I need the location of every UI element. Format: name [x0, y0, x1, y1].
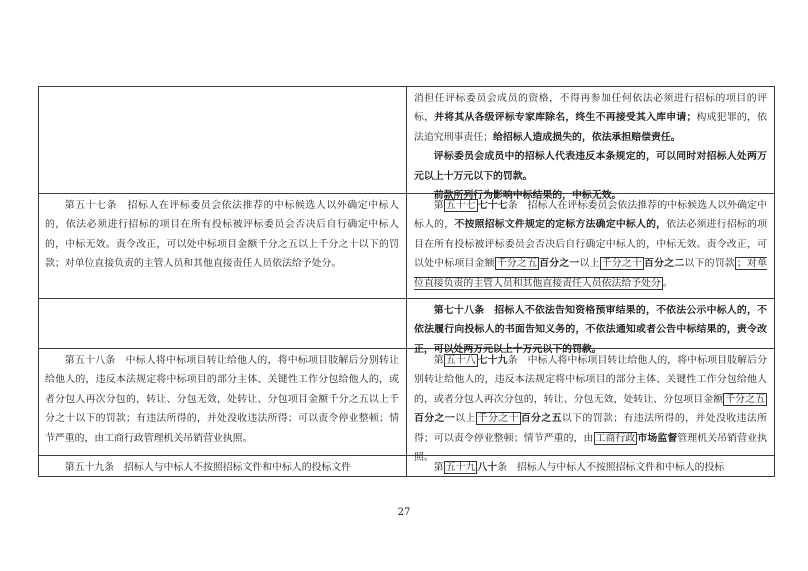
paragraph: [45, 458, 399, 476]
text-run: 构成犯罪的，依法追究刑事责任；: [414, 112, 767, 143]
inserted-text: 第七十八条 招标人不依法告知资格预审结果的，不依法公示中标人的，不依法履行向投标人的书面告知义务的，不依法通知或者公告中标结果的，责令改正，可以处两万元以上十万元以下的罚款。: [414, 305, 767, 355]
inserted-text: 给招标人造成损失的，依法承担赔偿责任。: [493, 131, 681, 143]
inserted-text: 七十九: [477, 355, 508, 366]
text-run: 管理机关吊销营业执照。: [414, 432, 767, 464]
inserted-text: 百分之二: [644, 258, 685, 270]
inserted-text: 百分之一: [414, 413, 456, 425]
paragraph: [414, 458, 767, 476]
inserted-text: 评标委员会成员中的招标人代表违反本条规定的，可以同时对招标人处两万元以上十万元以下的罚款。: [414, 151, 767, 182]
revised-text-cell: [407, 299, 774, 355]
struck-text: 五十七: [445, 200, 476, 211]
page-number: 27: [397, 507, 411, 518]
struck-text: 千分之五: [496, 258, 538, 270]
table-row: [39, 193, 774, 298]
original-text-cell: [39, 456, 407, 476]
inserted-text: 七十七: [477, 200, 508, 211]
original-text-cell: [39, 194, 407, 298]
text-run: 第五十八条 中标人将中标项目转让给他人的，将中标项目肢解后分别转让给他人的，违反本法规定将中标项目的部分主体、关键性工作分包给他人的，或者分包人再次分包的，转让、分包无效，处转让、分包项目金额千分之五以上千分之十以下的罚款；有违法所得的，并处没收违法所得；可以责令停业整顿；情节严重的，由工商行政管理机关吊销营业执照。: [45, 355, 399, 444]
inserted-text: 前款所列行为影响中标结果的，中标无效。: [433, 190, 622, 202]
text-run: 消担任评标委员会成员的资格，不得再参加任何依法必须进行招标的项目的评标，: [414, 93, 767, 124]
text-run: 条 招标人在评标委员会依法推荐的中标候选人以外确定中标人的，: [414, 200, 767, 231]
struck-text: 工商行政: [595, 432, 636, 444]
paragraph: [414, 89, 767, 147]
text-run: 条 中标人将中标项目转让给他人的，将中标项目肢解后分别转让给他人的，违反本法规定将中标项目的部分主体、关键性工作分包给他人的，或者分包人再次分包的，转让、分包无效，处转让、分包项目金额: [414, 355, 767, 405]
inserted-text: 并将其从各级评标专家库除名，终生不再接受其入库申请；: [434, 112, 697, 124]
text-run: 以上: [579, 258, 600, 270]
text-run: 依法必须进行招标的项目在所有投标被评标委员会否决后自行确定中标人的，中标无效。责令改正，可以处中标项目金额: [414, 219, 767, 270]
text-run: 以下的罚款: [684, 258, 735, 270]
revised-text-cell: [407, 456, 774, 476]
original-text-cell: [39, 349, 407, 455]
struck-text: 千分之十: [477, 413, 519, 425]
table-row: [39, 348, 774, 464]
text-run: 条 招标人与中标人不按照招标文件和中标人的投标: [497, 462, 725, 473]
original-text-cell: [39, 299, 407, 348]
struck-text: 五十九: [445, 462, 476, 473]
revised-text-cell: [407, 194, 774, 298]
inserted-text: 百分之一: [539, 258, 580, 270]
inserted-text: 八十: [477, 462, 498, 473]
comparison-table: [38, 86, 775, 477]
paragraph: [45, 351, 399, 448]
table-row: [39, 87, 774, 202]
paragraph: [414, 196, 767, 293]
inserted-text: 不按照招标文件规定的定标方法确定中标人的，: [454, 219, 667, 231]
text-run: 以上: [455, 413, 476, 425]
text-run: 以下的罚款；有违法所得的，并处没收违法所得；可以责令停业整顿；情节严重的，由: [414, 413, 767, 444]
text-run: 第: [433, 355, 444, 366]
inserted-text: 市场监督: [637, 432, 678, 444]
struck-text: ；对单位直接负责的主管人员和其他直接责任人员依法给予处分: [414, 258, 767, 289]
struck-text: 五十八: [445, 355, 476, 366]
inserted-text: 百分之五: [520, 413, 562, 425]
revised-text-cell: [407, 87, 774, 202]
paragraph: [414, 147, 767, 186]
text-run: 。: [662, 277, 673, 289]
text-run: 第: [433, 462, 444, 473]
text-run: 第五十七条 招标人在评标委员会依法推荐的中标候选人以外确定中标人的，依法必须进行招标的项目在所有投标被评标委员会否决后自行确定中标人的，中标无效。责令改正，可以处中标项目金额千分之五以上千分之十以下的罚款；对单位直接负责的主管人员和其他直接责任人员依法给予处分。: [45, 200, 399, 270]
revised-text-cell: [407, 349, 774, 464]
struck-text: 千分之五: [725, 393, 765, 405]
original-text-cell: [39, 87, 407, 193]
text-run: 第五十九条 招标人与中标人不按照招标文件和中标人的投标文件: [64, 462, 352, 473]
paragraph: [414, 351, 767, 467]
struck-text: 千分之十: [601, 258, 643, 270]
table-row: [39, 298, 774, 355]
text-run: 第: [433, 200, 444, 211]
paragraph: [45, 196, 399, 274]
table-row: [39, 455, 774, 476]
